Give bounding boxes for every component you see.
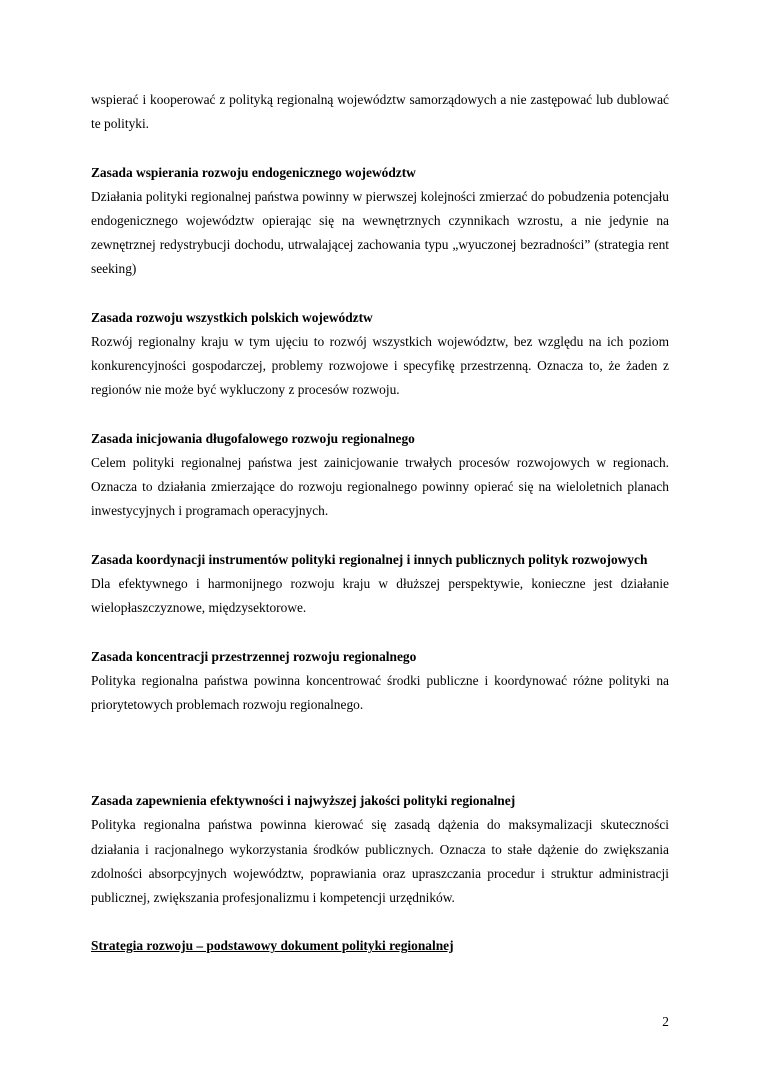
document-page — [91, 88, 669, 959]
section-body: Polityka regionalna państwa powinna koncentrować środki publiczne i koordynować różne polityki na priorytetowych problemach rozwoju regionalnego. — [91, 672, 669, 712]
section-body: Celem polityki regionalnej państwa jest zainicjowanie trwałych procesów rozwojowych w regionach. Oznacza to działania zmierzające do rozwoju regionalnego powinny opierać się na wieloletnich planach inwestycyjnych i programach operacyjnych. — [91, 455, 669, 519]
intro-paragraph: wspierać i kooperować z polityką regionalną województw samorządowych a nie zastępować lub dublować te polityki. — [91, 92, 669, 132]
section-body: Polityka regionalna państwa powinna kierować się zasadą dążenia do maksymalizacji skuteczności działania i racjonalnego wykorzystania środków publicznych. Oznacza to stałe dążenie do zwiększania zdolności absorpcyjnych województw, poprawiania oraz upraszczania procedur i struktur administracji publicznej, zwiększania profesjonalizmu i kompetencji urzędników. — [91, 817, 669, 906]
section-body: Działania polityki regionalnej państwa powinny w pierwszej kolejności zmierzać do pobudzenia potencjału endogenicznego województw opierając się na wewnętrznych czynnikach wzrostu, a nie jedynie na zewnętrznej redystrybucji dochodu, utrwalającej zachowania typu „wyuczonej bezradności” (strategia rent seeking) — [91, 188, 669, 277]
final-heading: Strategia rozwoju – podstawowy dokument polityki regionalnej — [91, 938, 454, 954]
spacer — [91, 403, 669, 427]
section-heading: Zasada koordynacji instrumentów polityki regionalnej i innych publicznych polityk rozwojowych — [91, 551, 648, 567]
spacer — [91, 717, 669, 789]
spacer — [91, 910, 669, 934]
section-body: Dla efektywnego i harmonijnego rozwoju kraju w dłuższej perspektywie, konieczne jest działanie wielopłaszczyznowe, międzysektorowe. — [91, 576, 669, 616]
spacer — [91, 136, 669, 160]
section-heading: Zasada koncentracji przestrzennej rozwoju regionalnego — [91, 648, 417, 664]
section-heading: Zasada inicjowania długofalowego rozwoju regionalnego — [91, 430, 415, 446]
spacer — [91, 282, 669, 306]
section-heading: Zasada zapewnienia efektywności i najwyższej jakości polityki regionalnej — [91, 793, 516, 809]
section-heading: Zasada wspierania rozwoju endogenicznego województw — [91, 164, 416, 180]
page-number: 2 — [662, 1014, 669, 1029]
section-body: Rozwój regionalny kraju w tym ujęciu to rozwój wszystkich województw, bez względu na ich poziom konkurencyjności gospodarczej, problemy rozwojowe i specyfikę przestrzenną. Oznacza to, że żaden z regionów nie może być wykluczony z procesów rozwoju. — [91, 334, 669, 398]
spacer — [91, 620, 669, 644]
spacer — [91, 524, 669, 548]
section-heading: Zasada rozwoju wszystkich polskich województw — [91, 309, 373, 325]
